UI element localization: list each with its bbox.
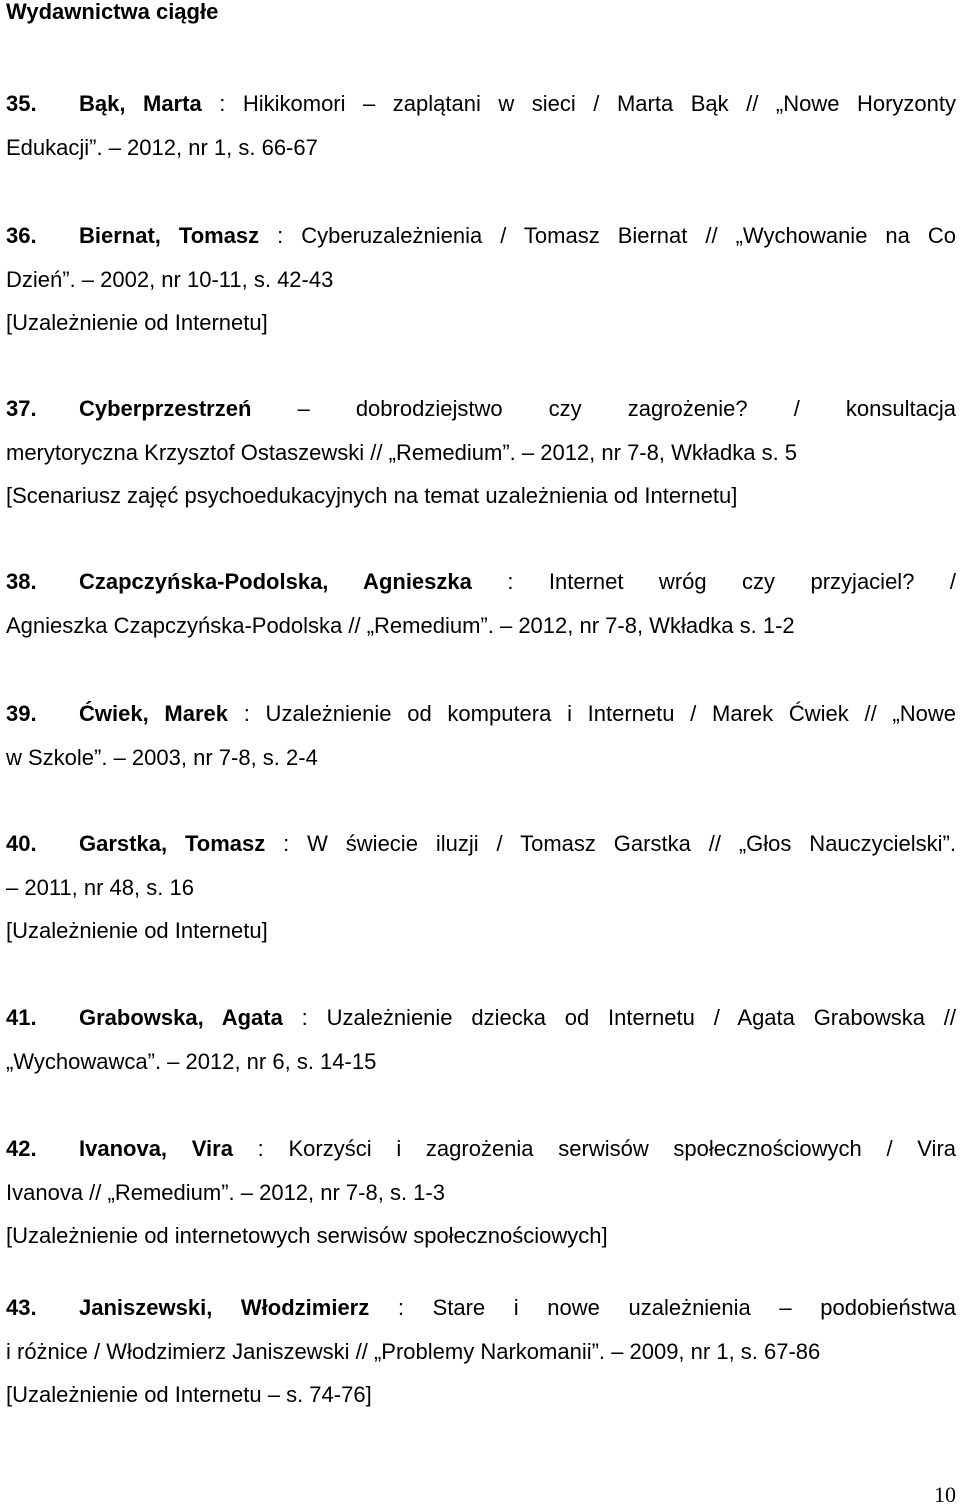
entry-author: Cyberprzestrzeń bbox=[79, 396, 252, 421]
entry-first-line bbox=[6, 1286, 956, 1330]
entry-author: Garstka, Tomasz bbox=[79, 831, 266, 856]
bibliography-entry-42 bbox=[6, 1127, 956, 1258]
entry-number: 41. bbox=[6, 1005, 37, 1030]
bibliography-entry-40 bbox=[6, 822, 956, 953]
entry-number: 37. bbox=[6, 396, 37, 421]
entry-second-line: Agnieszka Czapczyńska-Podolska // „Remedium”. – 2012, nr 7-8, Wkładka s. 1-2 bbox=[6, 612, 795, 638]
entry-second-line: Ivanova // „Remedium”. – 2012, nr 7-8, s. 1-3 bbox=[6, 1179, 445, 1205]
entry-first-line bbox=[6, 996, 956, 1040]
entry-subject-note: [Uzależnienie od internetowych serwisów społecznościowych] bbox=[6, 1223, 608, 1248]
entry-text: : Uzależnienie od komputera i Internetu / Marek Ćwiek // „Nowe bbox=[228, 701, 956, 726]
entry-number: 40. bbox=[6, 831, 37, 856]
entry-subject-note: [Uzależnienie od Internetu] bbox=[6, 310, 268, 335]
entry-text: : Korzyści i zagrożenia serwisów społecznościowych / Vira bbox=[232, 1136, 956, 1161]
entry-author: Grabowska, Agata bbox=[79, 1005, 283, 1030]
entry-first-line bbox=[6, 82, 956, 126]
bibliography-entry-43 bbox=[6, 1286, 956, 1417]
bibliography-entry-35 bbox=[6, 82, 956, 169]
entry-subject-note: [Scenariusz zajęć psychoedukacyjnych na temat uzależnienia od Internetu] bbox=[6, 483, 738, 508]
entry-first-line bbox=[6, 1127, 956, 1171]
entry-second-line: – 2011, nr 48, s. 16 bbox=[6, 874, 194, 900]
entry-first-line bbox=[6, 214, 956, 258]
entry-author: Czapczyńska-Podolska, Agnieszka bbox=[79, 569, 472, 594]
entry-second-line: „Wychowawca”. – 2012, nr 6, s. 14-15 bbox=[6, 1048, 377, 1074]
section-title: Wydawnictwa ciągłe bbox=[6, 0, 219, 24]
entry-second-line: Edukacji”. – 2012, nr 1, s. 66-67 bbox=[6, 134, 318, 160]
bibliography-entry-39 bbox=[6, 692, 956, 779]
entry-author: Bąk, Marta bbox=[79, 91, 202, 116]
entry-number: 35. bbox=[6, 91, 37, 116]
entry-second-line: i różnice / Włodzimierz Janiszewski // „Problemy Narkomanii”. – 2009, nr 1, s. 67-86 bbox=[6, 1338, 821, 1364]
entry-author: Janiszewski, Włodzimierz bbox=[79, 1295, 370, 1320]
entry-first-line bbox=[6, 822, 956, 866]
page-number: 10 bbox=[934, 1482, 956, 1507]
entry-text: : Uzależnienie dziecka od Internetu / Agata Grabowska // bbox=[282, 1005, 956, 1030]
entry-first-line bbox=[6, 692, 956, 736]
entry-text: : Internet wróg czy przyjaciel? / bbox=[471, 569, 956, 594]
entry-first-line bbox=[6, 387, 956, 431]
entry-second-line: w Szkole”. – 2003, nr 7-8, s. 2-4 bbox=[6, 744, 318, 770]
entry-second-line: merytoryczna Krzysztof Ostaszewski // „Remedium”. – 2012, nr 7-8, Wkładka s. 5 bbox=[6, 439, 798, 465]
entry-subject-note: [Uzależnienie od Internetu] bbox=[6, 918, 268, 943]
entry-number: 42. bbox=[6, 1136, 37, 1161]
bibliography-entry-38 bbox=[6, 560, 956, 647]
entry-number: 38. bbox=[6, 569, 37, 594]
bibliography-entry-36 bbox=[6, 214, 956, 345]
entry-text: : Cyberuzależnienia / Tomasz Biernat // „Wychowanie na Co bbox=[259, 223, 956, 248]
entry-first-line bbox=[6, 560, 956, 604]
entry-author: Ćwiek, Marek bbox=[79, 701, 229, 726]
entry-text: : W świecie iluzji / Tomasz Garstka // „Głos Nauczycielski”. bbox=[265, 831, 956, 856]
entry-text: : Hikikomori – zaplątani w sieci / Marta Bąk // „Nowe Horyzonty bbox=[201, 91, 956, 116]
entry-author: Ivanova, Vira bbox=[79, 1136, 233, 1161]
bibliography-entry-37 bbox=[6, 387, 956, 518]
entry-number: 36. bbox=[6, 223, 37, 248]
entry-text: – dobrodziejstwo czy zagrożenie? / konsultacja bbox=[251, 396, 956, 421]
entry-number: 39. bbox=[6, 701, 37, 726]
bibliography-entry-41 bbox=[6, 996, 956, 1083]
entry-author: Biernat, Tomasz bbox=[79, 223, 260, 248]
entry-second-line: Dzień”. – 2002, nr 10-11, s. 42-43 bbox=[6, 266, 334, 292]
entry-number: 43. bbox=[6, 1295, 37, 1320]
entry-subject-note: [Uzależnienie od Internetu – s. 74-76] bbox=[6, 1382, 372, 1407]
entry-text: : Stare i nowe uzależnienia – podobieństwa bbox=[369, 1295, 956, 1320]
